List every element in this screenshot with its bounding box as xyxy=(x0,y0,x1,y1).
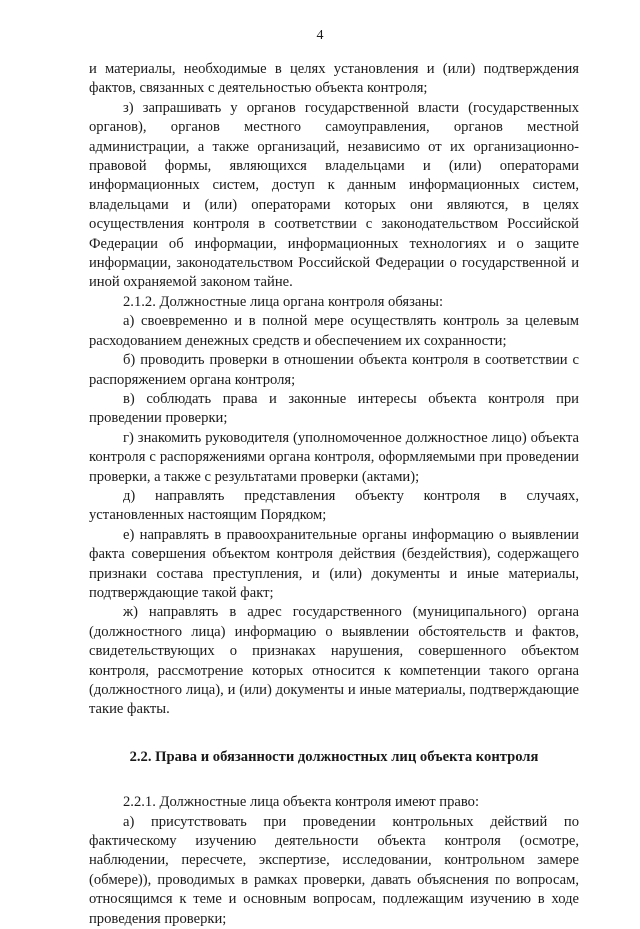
paragraph-item-e: е) направлять в правоохранительные органы информацию о выявлении факта совершения объектом контроля действия (бездействия), содержащего признаки состава преступления, и (или) документы и иные материалы, подтверждающие такой факт; xyxy=(89,526,579,601)
paragraph-item-z: з) запрашивать у органов государственной власти (государственных органов), органов местного самоуправления, органов местной администрации, а также организаций, независимо от их организационно-правовой формы, являющихся владельцами и (или) операторами информационных систем, доступ к данным информационных систем, владельцами и (или) операторами которых они являются, в целях осуществления контроля в соответствии с законодательством Российской Федерации об информации, информационных технологиях и о защите информации, законодательством Российской Федерации о государственной и иной охраняемой законом тайне. xyxy=(89,99,579,291)
paragraph-2-2-1: 2.2.1. Должностные лица объекта контроля имеют право: xyxy=(123,794,480,811)
paragraph-2-1-2: 2.1.2. Должностные лица органа контроля обязаны: xyxy=(123,293,444,310)
section-heading: 2.2. Права и обязанности должностных лиц объекта контроля xyxy=(129,748,539,765)
paragraph-item-v: в) соблюдать права и законные интересы объекта контроля при проведении проверки; xyxy=(89,390,579,427)
paragraph-item-g: г) знакомить руководителя (уполномоченное должностное лицо) объекта контроля с распоряжениями органа контроля, оформляемыми при проведении проверки, а также с результатами проверки (актами); xyxy=(89,429,579,485)
paragraph-item-zh: ж) направлять в адрес государственного (муниципального) органа (должностного лица) информацию о выявлении обстоятельств и фактов, свидетельствующих о признаках нарушения, совершенного объектом контроля, рассмотрение которых относится к компетенции такого органа (должностного лица), и (или) документы и иные материалы, подтверждающие такие факты. xyxy=(89,604,579,718)
paragraph-item-b: б) проводить проверки в отношении объекта контроля в соответствии с распоряжением органа контроля; xyxy=(89,352,579,388)
paragraph-item-d: д) направлять представления объекту контроля в случаях, установленных настоящим Порядком; xyxy=(89,487,579,524)
paragraph-2-2-1-item-a: а) присутствовать при проведении контрольных действий по фактическому изучению деятельности объекта контроля (осмотре, наблюдении, пересчете, экспертизе, исследовании, контрольном замере (обмере)), проводимых в рамках проверки, давать объяснения по вопросам, относящимся к теме и основным вопросам, подлежащим изучению в ходе проведения проверки; xyxy=(89,813,579,927)
paragraph-item-a: а) своевременно и в полной мере осуществлять контроль за целевым расходованием денежных средств и обеспечением их сохранности; xyxy=(89,313,579,349)
document-body xyxy=(89,60,579,929)
page-number: 4 xyxy=(316,28,324,43)
paragraph-continuation: и материалы, необходимые в целях установления и (или) подтверждения фактов, связанных с деятельностью объекта контроля; xyxy=(89,61,579,97)
